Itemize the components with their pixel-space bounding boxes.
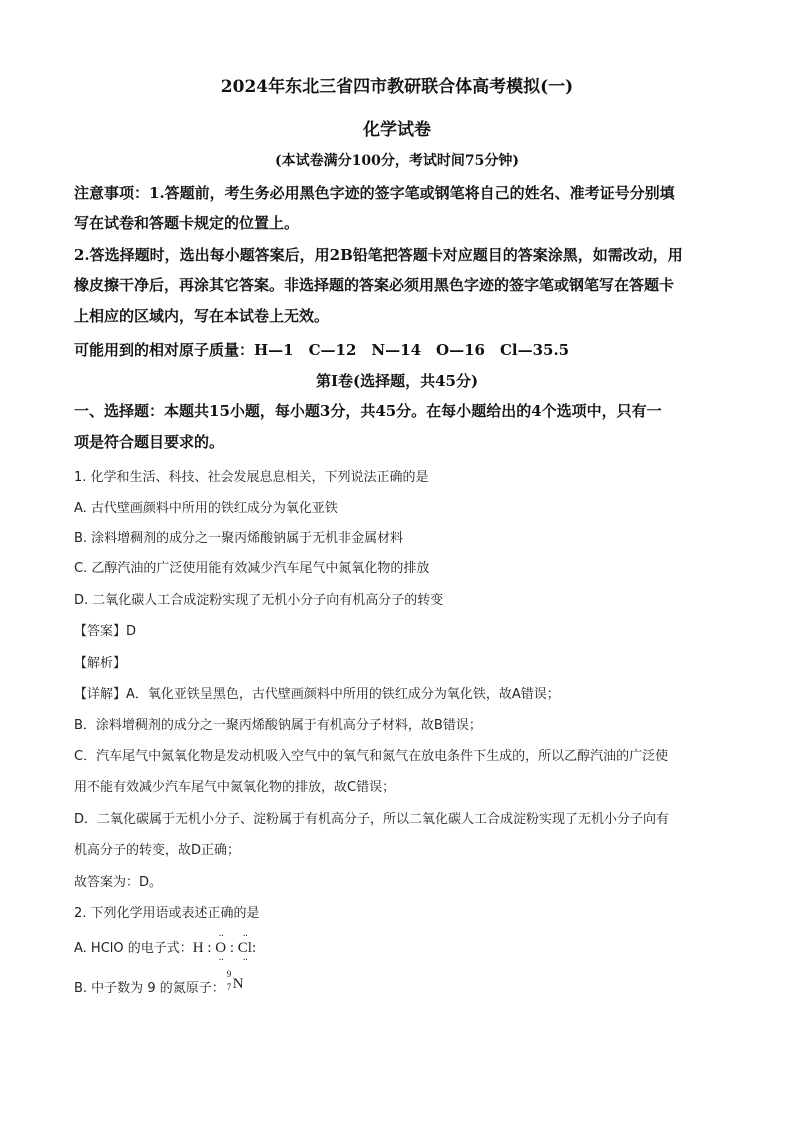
section-intro-2: 项是符合题目要求的。 [74, 433, 225, 451]
q1-option-d: D. 二氧化碳人工合成淀粉实现了无机小分子向有机高分子的转变 [74, 593, 444, 608]
q1-detail-1: 【详解】A．氧化亚铁呈黑色，古代壁画颜料中所用的铁红成分为氧化铁，故A错误； [74, 687, 560, 702]
q1-option-c: C. 乙醇汽油的广泛使用能有效减少汽车尾气中氮氧化物的排放 [74, 561, 430, 576]
section-intro-1: 一、选择题：本题共15小题，每小题3分，共45分。在每小题给出的4个选项中，只有一 [74, 402, 662, 420]
atomic-number: 7 [226, 982, 232, 992]
q2-option-a [74, 931, 734, 966]
bond-pair: : [207, 940, 212, 956]
cl-lone-pair-top: ·· [242, 931, 248, 942]
notes-line-3: 2.答选择题时，选出每小题答案后，用2B铅笔把答题卡对应题目的答案涂黑，如需改动，用 [74, 246, 683, 264]
q1-option-a: A. 古代壁画颜料中所用的铁红成分为氧化亚铁 [74, 501, 338, 516]
bond-pair-2: : [229, 940, 235, 956]
q2-stem: 2. 下列化学用语或表述正确的是 [74, 906, 260, 921]
exam-info: (本试卷满分100分，考试时间75分钟) [275, 153, 519, 169]
q2-option-a-prefix: A. HClO 的电子式： [74, 941, 193, 956]
atom-h: H [192, 940, 204, 956]
q1-stem: 1. 化学和生活、科技、社会发展息息相关，下列说法正确的是 [74, 470, 429, 485]
atom-o [215, 931, 227, 966]
q1-answer: 【答案】D [74, 624, 137, 639]
notes-line-5: 上相应的区域内，写在本试卷上无效。 [74, 307, 330, 325]
exam-subject: 化学试卷 [363, 120, 431, 140]
q1-detail-6: 机高分子的转变，故D正确； [74, 843, 241, 858]
hclo-electron-formula [192, 931, 257, 966]
q1-option-b: B. 涂料增稠剂的成分之一聚丙烯酸钠属于无机非金属材料 [74, 531, 404, 546]
o-lone-pair-top: ·· [218, 931, 224, 942]
atom-cl [237, 931, 252, 966]
atom-cl-symbol: Cl [237, 940, 252, 956]
q1-conclusion: 故答案为：D。 [74, 875, 163, 890]
q2-option-b [74, 969, 734, 996]
section-title: 第Ⅰ卷(选择题，共45分) [315, 372, 479, 390]
q1-analysis-label: 【解析】 [74, 656, 127, 671]
exam-title: 2024年东北三省四市教研联合体高考模拟(一) [220, 77, 574, 97]
notes-line-1: 注意事项：1.答题前，考生务必用黑色字迹的签字笔或钢笔将自己的姓名、准考证号分别填 [74, 184, 675, 202]
q1-detail-4: 用不能有效减少汽车尾气中氮氧化物的排放，故C错误； [74, 780, 396, 795]
q2-option-b-prefix: B. 中子数为 9 的氮原子： [74, 981, 225, 996]
atomic-masses: 可能用到的相对原子质量：H—1 C—12 N—14 O—16 Cl—35.5 [74, 341, 570, 359]
q1-detail-3: C．汽车尾气中氮氧化物是发动机吸入空气中的氧气和氮气在放电条件下生成的，所以乙醇汽油的广泛使 [74, 749, 669, 764]
notes-line-4: 橡皮擦干净后，再涂其它答案。非选择题的答案必须用黑色字迹的签字笔或钢笔写在答题卡 [74, 276, 675, 294]
notes-line-2: 写在试卷和答题卡规定的位置上。 [74, 214, 300, 232]
mass-number: 9 [226, 969, 232, 979]
atom-o-symbol: O [215, 940, 227, 956]
o-lone-pair-bottom: ·· [218, 955, 224, 966]
nitrogen-nuclide [225, 969, 247, 995]
q1-detail-5: D．二氧化碳属于无机小分子、淀粉属于有机高分子，所以二氧化碳人工合成淀粉实现了无机小分子向有 [74, 812, 670, 827]
cl-lone-pair-bottom: ·· [242, 955, 248, 966]
q1-detail-2: B．涂料增稠剂的成分之一聚丙烯酸钠属于有机高分子材料，故B错误； [74, 718, 482, 733]
element-symbol: N [232, 976, 244, 992]
cl-lone-pair-right: : [251, 940, 257, 956]
